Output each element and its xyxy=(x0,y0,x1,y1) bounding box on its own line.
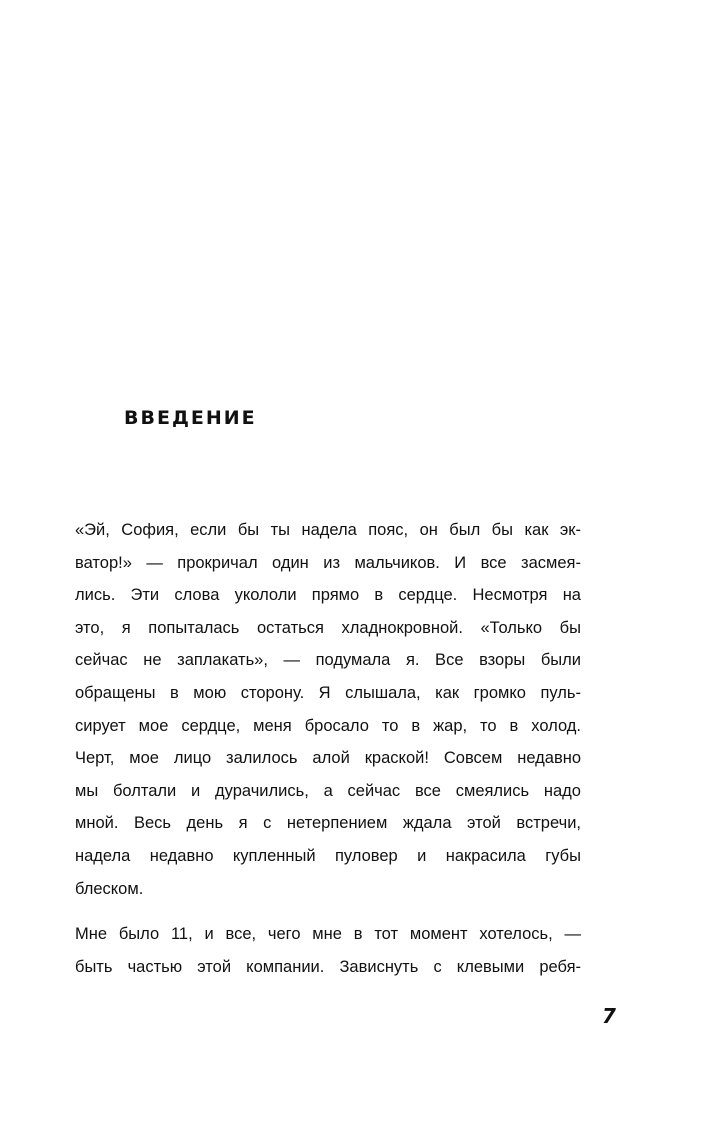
text-line: сейчас не заплакать», — подумала я. Все взоры были xyxy=(75,651,581,670)
text-line: мы болтали и дурачились, а сейчас все смеялись надо xyxy=(75,781,581,800)
paragraph-spacing xyxy=(75,905,581,918)
text-line: ватор!» — прокричал один из мальчиков. И все засмея- xyxy=(75,553,581,572)
text-line: «Эй, София, если бы ты надела пояс, он был бы как эк- xyxy=(75,521,581,539)
text-line: это, я попыталась остаться хладнокровной. «Только бы xyxy=(75,618,581,637)
text-line: лись. Эти слова укололи прямо в сердце. Несмотря на xyxy=(75,586,581,605)
chapter-title: ВВЕДЕНИЕ xyxy=(124,407,257,429)
page-number: 7 xyxy=(602,1004,616,1028)
text-line: сирует мое сердце, меня бросало то в жар, то в холод. xyxy=(75,716,581,735)
body-text xyxy=(75,514,581,983)
text-line: Мне было 11, и все, чего мне в тот момент хотелось, — xyxy=(75,925,581,944)
text-line: быть частью этой компании. Зависнуть с клевыми ребя- xyxy=(75,957,581,976)
text-line: надела недавно купленный пуловер и накрасила губы xyxy=(75,846,581,865)
paragraph-2 xyxy=(75,918,581,983)
text-line: блеском. xyxy=(75,879,144,898)
paragraph-1 xyxy=(75,514,581,905)
text-line: обращены в мою сторону. Я слышала, как громко пуль- xyxy=(75,683,581,702)
text-line: Черт, мое лицо залилось алой краской! Совсем недавно xyxy=(75,749,581,768)
text-line: мной. Весь день я с нетерпением ждала этой встречи, xyxy=(75,814,581,833)
